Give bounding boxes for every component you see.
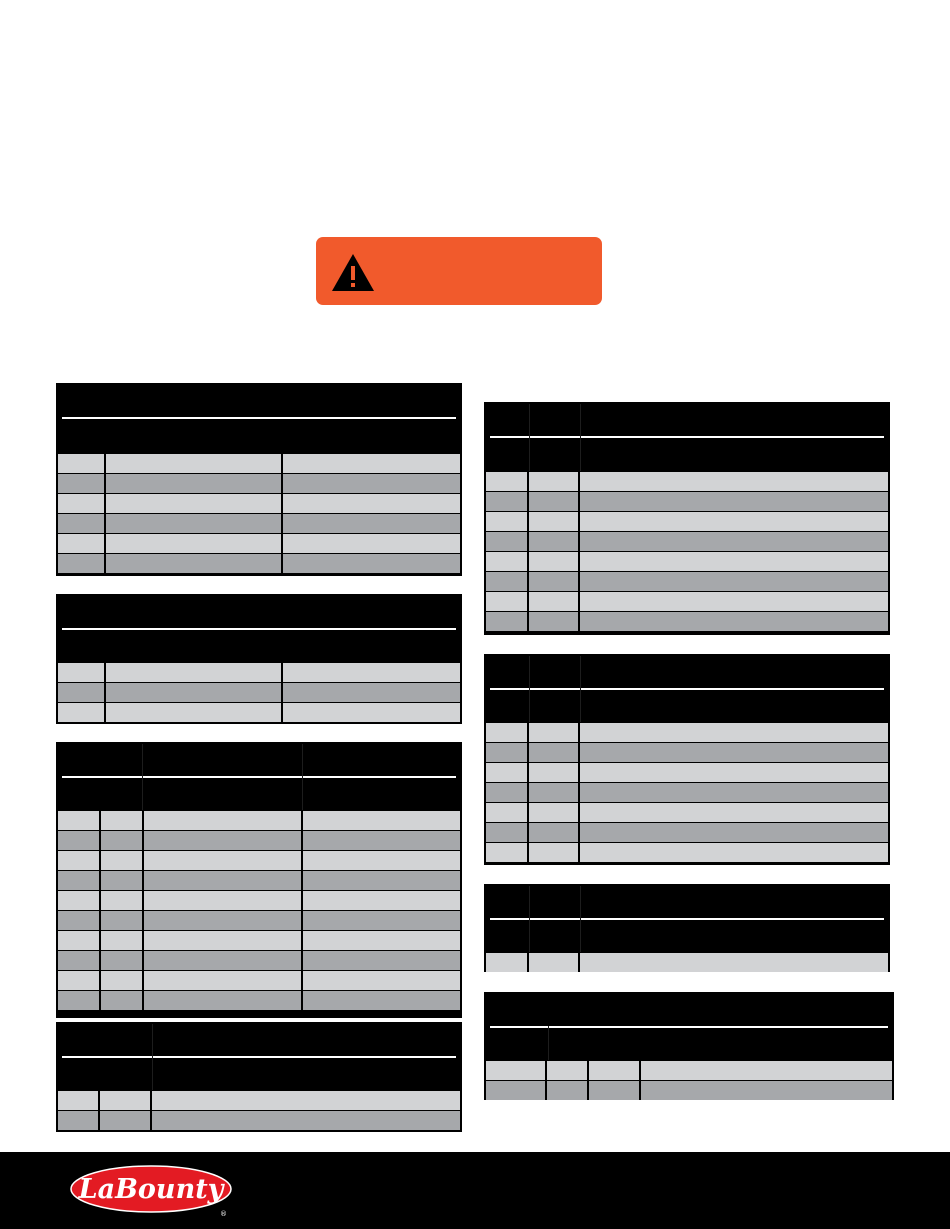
table-row: [486, 572, 888, 591]
table-row: [58, 871, 460, 890]
table-row: [58, 851, 460, 870]
table-row: [486, 1081, 892, 1100]
warning-triangle-icon: [330, 251, 376, 293]
table-row: [58, 454, 460, 473]
table-row: [486, 552, 888, 571]
table-row: [486, 743, 888, 762]
svg-text:®: ®: [220, 1210, 227, 1218]
table-row: [486, 492, 888, 511]
table-row: [486, 532, 888, 551]
table-row: [486, 612, 888, 631]
table-row: [58, 991, 460, 1010]
table-row: [58, 1111, 460, 1130]
table-row: [58, 494, 460, 513]
table-row: [58, 891, 460, 910]
table-row: [58, 911, 460, 930]
table-row: [486, 783, 888, 802]
table-row: [58, 811, 460, 830]
table-row: [58, 951, 460, 970]
table-row: [58, 663, 460, 682]
table-row: [486, 592, 888, 611]
footer-bar: [0, 1152, 950, 1229]
table-row: [486, 512, 888, 531]
table-row: [486, 803, 888, 822]
table-row: [486, 823, 888, 842]
spec-table-right-2: [484, 654, 890, 865]
table-row: [486, 843, 888, 862]
table-row: [58, 534, 460, 553]
spec-table-left-3: [56, 742, 462, 1018]
table-row: [58, 831, 460, 850]
spec-table-right-3: [484, 884, 890, 972]
warning-banner: [316, 237, 602, 305]
table-row: [486, 763, 888, 782]
spec-table-left-1: [56, 383, 462, 576]
table-row: [58, 554, 460, 573]
table-row: [486, 723, 888, 742]
table-row: [58, 703, 460, 722]
svg-text:LaBounty: LaBounty: [78, 1174, 224, 1205]
table-row: [486, 1061, 892, 1080]
table-row: [58, 474, 460, 493]
table-row: [58, 1091, 460, 1110]
table-row: [486, 953, 888, 972]
table-row: [486, 472, 888, 491]
spec-table-left-2: [56, 594, 462, 724]
labounty-logo: [70, 1164, 235, 1218]
spec-table-left-4: [56, 1022, 462, 1132]
table-row: [58, 514, 460, 533]
table-row: [58, 971, 460, 990]
table-row: [58, 683, 460, 702]
spec-table-right-4: [484, 992, 894, 1100]
table-row: [58, 931, 460, 950]
spec-table-right-1: [484, 402, 890, 635]
